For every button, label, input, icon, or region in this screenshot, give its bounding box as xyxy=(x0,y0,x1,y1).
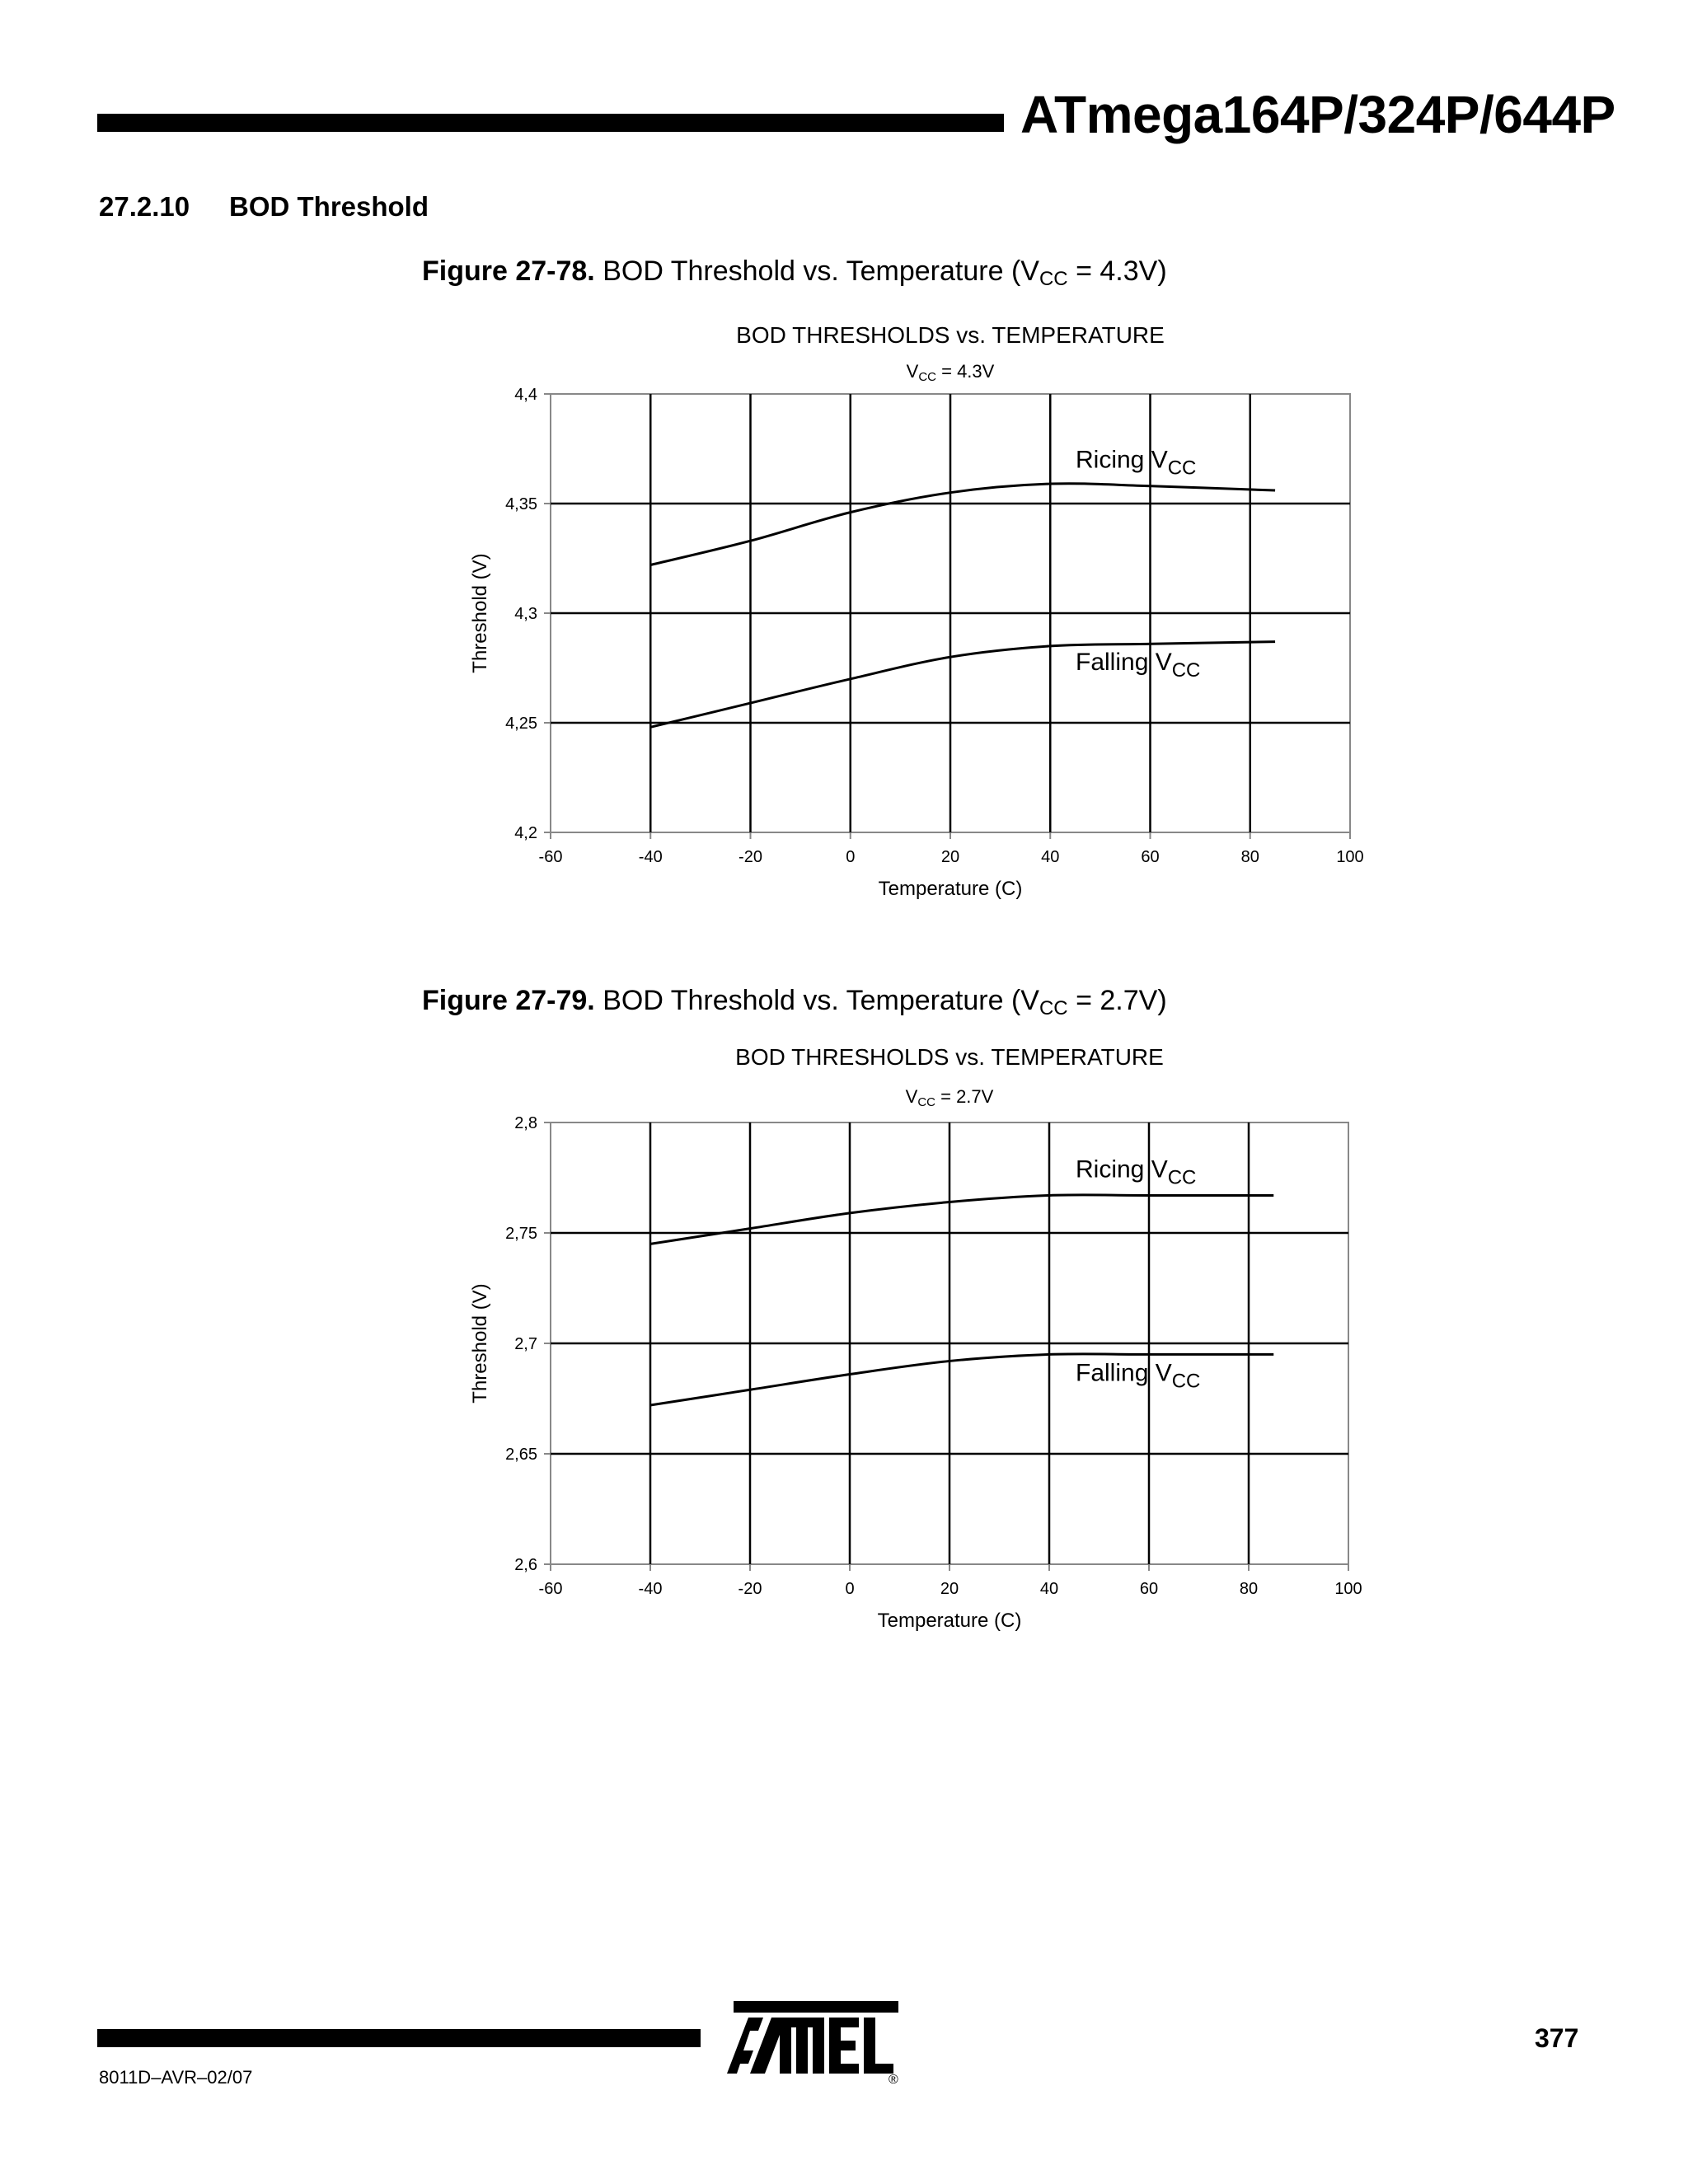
x-tick-label: 80 xyxy=(1240,848,1259,866)
y-tick-label: 4,4 xyxy=(514,386,537,404)
chart-title: BOD THRESHOLDS vs. TEMPERATURE xyxy=(736,322,1165,348)
x-tick-label: 100 xyxy=(1336,848,1364,866)
figure-label: Figure 27-79. xyxy=(422,985,595,1016)
chart-subtitle xyxy=(906,1086,994,1109)
series-label-main: Falling V xyxy=(1076,1359,1172,1387)
series-line-rising xyxy=(650,484,1275,565)
y-tick-label: 4,2 xyxy=(514,824,537,842)
series-line-rising xyxy=(650,1195,1273,1244)
caption-sub: CC xyxy=(1039,268,1068,290)
series-label xyxy=(1076,1155,1196,1188)
series-label xyxy=(1076,649,1200,682)
y-tick-label: 4,25 xyxy=(505,715,537,733)
series-line-falling xyxy=(650,642,1275,728)
x-tick-label: 80 xyxy=(1239,1580,1259,1598)
series-label-main: Ricing V xyxy=(1076,446,1168,474)
chart-subtitle xyxy=(907,361,995,384)
y-tick-label: 4,35 xyxy=(505,495,537,513)
x-tick-label: 60 xyxy=(1141,848,1160,866)
page-number: 377 xyxy=(1535,2023,1579,2053)
y-tick-label: 2,6 xyxy=(514,1556,537,1574)
x-axis-label: Temperature (C) xyxy=(878,878,1023,900)
chart-title: BOD THRESHOLDS vs. TEMPERATURE xyxy=(735,1044,1164,1070)
x-tick-label: 0 xyxy=(845,1580,855,1598)
series-label-sub: CC xyxy=(1167,457,1197,480)
header-rule xyxy=(97,114,1004,132)
subtitle-sub: CC xyxy=(918,370,937,384)
x-tick-label: 60 xyxy=(1139,1580,1159,1598)
x-tick-label: -40 xyxy=(638,848,663,866)
footer-doc-number: 8011D–AVR–02/07 xyxy=(99,2067,253,2088)
caption-text: BOD Threshold vs. Temperature (V xyxy=(603,255,1039,287)
x-tick-label: 100 xyxy=(1334,1580,1362,1598)
y-tick-label: 2,65 xyxy=(505,1446,537,1464)
x-tick-label: 0 xyxy=(846,848,856,866)
x-tick-label: 20 xyxy=(940,1580,959,1598)
figure-caption-2 xyxy=(422,985,1167,1020)
x-axis-label: Temperature (C) xyxy=(877,1610,1022,1632)
series-label-sub: CC xyxy=(1171,1370,1201,1393)
series-label xyxy=(1076,447,1196,480)
doc-title: ATmega164P/324P/644P xyxy=(1020,85,1615,144)
y-axis-label: Threshold (V) xyxy=(469,1283,491,1404)
atmel-logo xyxy=(725,2001,907,2083)
figure-caption-1 xyxy=(422,255,1167,291)
x-tick-label: -40 xyxy=(638,1580,663,1598)
series-label-sub: CC xyxy=(1171,659,1201,682)
subtitle-post: = 4.3V xyxy=(936,361,995,382)
subtitle-main: V xyxy=(905,1086,918,1107)
x-tick-label: 40 xyxy=(1039,1580,1059,1598)
y-tick-label: 4,3 xyxy=(514,605,537,623)
section-title: BOD Threshold xyxy=(229,191,429,222)
x-tick-label: -20 xyxy=(738,1580,762,1598)
section-number: 27.2.10 xyxy=(99,191,190,222)
figure-label: Figure 27-78. xyxy=(422,255,595,287)
footer-rule xyxy=(97,2029,701,2047)
x-tick-label: -60 xyxy=(538,848,563,866)
series-label-main: Ricing V xyxy=(1076,1155,1168,1183)
subtitle-main: V xyxy=(906,361,919,382)
x-tick-label: -60 xyxy=(538,1580,563,1598)
series-label xyxy=(1076,1359,1200,1392)
caption-sub: CC xyxy=(1039,997,1068,1019)
subtitle-sub: CC xyxy=(917,1095,936,1109)
x-tick-label: 20 xyxy=(940,848,960,866)
y-tick-label: 2,75 xyxy=(505,1225,537,1243)
subtitle-post: = 2.7V xyxy=(935,1086,994,1107)
y-tick-label: 2,7 xyxy=(514,1335,537,1353)
series-label-sub: CC xyxy=(1167,1166,1197,1189)
caption-text-post: = 2.7V) xyxy=(1067,985,1167,1016)
caption-text: BOD Threshold vs. Temperature (V xyxy=(603,985,1039,1016)
x-tick-label: -20 xyxy=(738,848,762,866)
y-tick-label: 2,8 xyxy=(514,1114,537,1132)
bod-threshold-chart-2v7 xyxy=(0,1040,1688,1666)
series-label-main: Falling V xyxy=(1076,649,1172,677)
x-tick-label: 40 xyxy=(1041,848,1060,866)
caption-text-post: = 4.3V) xyxy=(1067,255,1167,287)
y-axis-label: Threshold (V) xyxy=(469,553,491,673)
bod-threshold-chart-4v3 xyxy=(0,313,1688,923)
registered-mark: ® xyxy=(889,2073,898,2083)
